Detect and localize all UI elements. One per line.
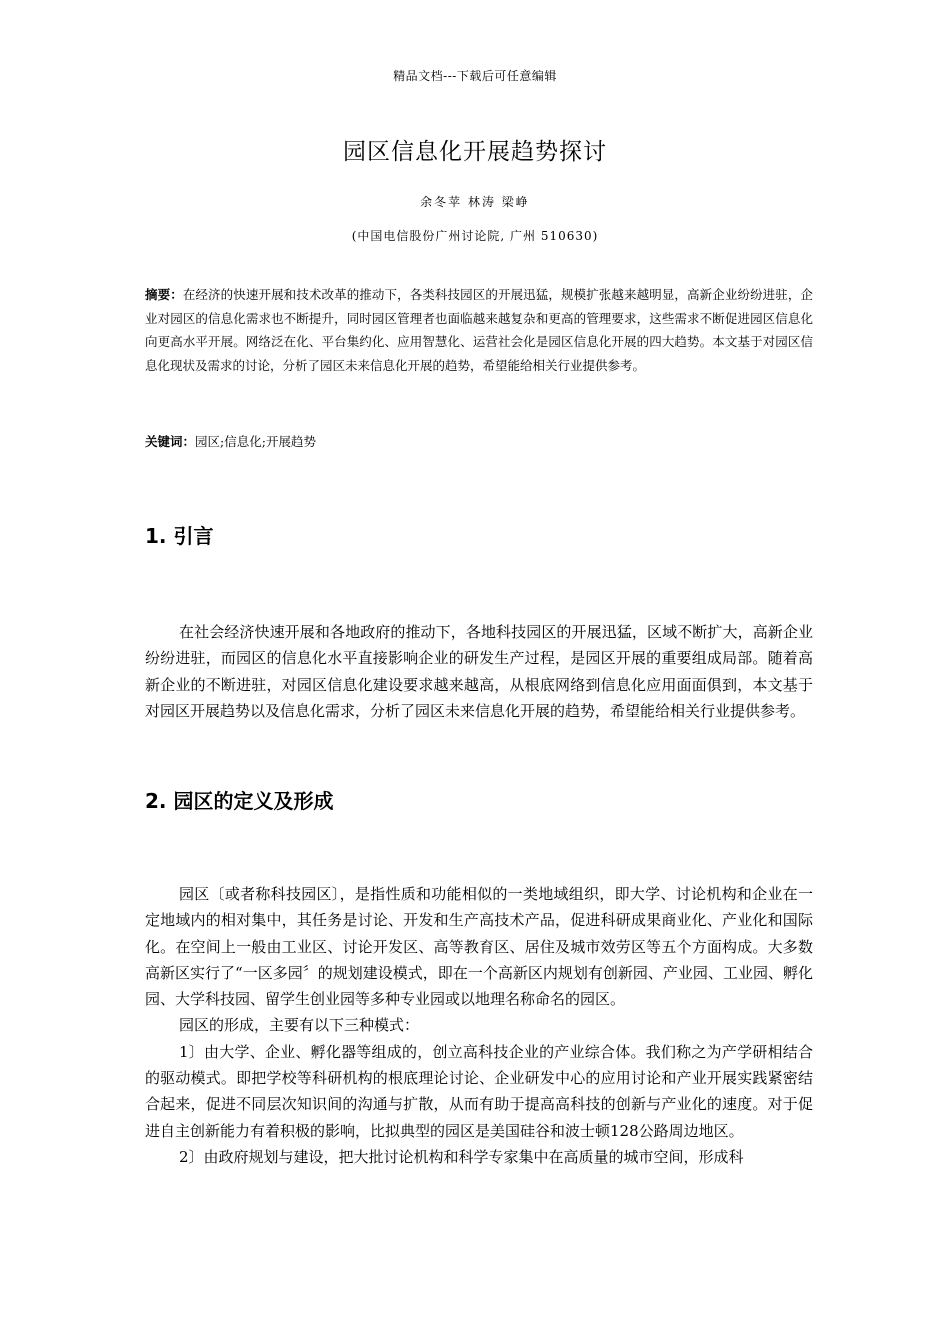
section-heading-definition: 2. 园区的定义及形成 xyxy=(145,789,334,813)
affiliation: (中国电信股份广州讨论院, 广州 510630) xyxy=(351,229,599,243)
paragraph: 园区的形成，主要有以下三种模式： xyxy=(179,1016,420,1035)
keywords-label: 关键词： xyxy=(145,434,196,449)
paragraph: 2〕由政府规划与建设，把大批讨论机构和科学专家集中在高质量的城市空间，形成科 xyxy=(179,1147,744,1166)
section-introduction-body xyxy=(145,619,813,724)
abstract-text: 在经济的快速开展和技术改革的推动下，各类科技园区的开展迅猛，规模扩张越来越明显，高新企业纷纷进驻，企业对园区的信息化需求也不断提升，同时园区管理者也面临越来越复杂和更高的管理要求，这些需求不断促进园区信息化向更高水平开展。网络泛在化、平台集约化、应用智慧化、运营社会化是园区信息化开展的四大趋势。本文基于对园区信息化现状及需求的讨论，分析了园区未来信息化开展的趋势，希望能给相关行业提供参考。 xyxy=(145,287,813,373)
keywords-text: 园区;信息化;开展趋势 xyxy=(195,434,316,449)
paragraph: 1〕由大学、企业、孵化器等组成的，创立高科技企业的产业综合体。我们称之为产学研相结合的驱动模式。即把学校等科研机构的根底理论讨论、企业研发中心的应用讨论和产业开展实践紧密结合起来，促进不同层次知识间的沟通与扩散，从而有助于提高高科技的创新与产业化的速度。对于促进自主创新能力有着积极的影响，比拟典型的园区是美国硅谷和波士顿128公路周边地区。 xyxy=(145,1042,813,1140)
page-title: 园区信息化开展趋势探讨 xyxy=(343,139,607,165)
abstract-label: 摘要： xyxy=(145,287,183,302)
paragraph: 园区〔或者称科技园区〕，是指性质和功能相似的一类地域组织，即大学、讨论机构和企业在一定地域内的相对集中，其任务是讨论、开发和生产高技术产品，促进科研成果商业化、产业化和国际化。在空间上一般由工业区、讨论开发区、高等教育区、居住及城市效劳区等五个方面构成。大多数高新区实行了“一区多园〞的规划建设模式，即在一个高新区内规划有创新园、产业园、工业园、孵化园、大学科技园、留学生创业园等多种专业园或以地理名称命名的园区。 xyxy=(145,885,813,1009)
abstract xyxy=(145,283,813,377)
header-note: 精品文档---下载后可任意编辑 xyxy=(393,69,557,83)
section-definition-body xyxy=(145,881,813,1170)
authors: 余冬苹 林涛 梁峥 xyxy=(420,195,530,209)
section-heading-introduction: 1. 引言 xyxy=(145,524,214,548)
paragraph: 在社会经济快速开展和各地政府的推动下，各地科技园区的开展迅猛，区域不断扩大，高新企业纷纷进驻，而园区的信息化水平直接影响企业的研发生产过程，是园区开展的重要组成局部。随着高新企业的不断进驻，对园区信息化建设要求越来越高，从根底网络到信息化应用面面俱到，本文基于对园区开展趋势以及信息化需求，分析了园区未来信息化开展的趋势，希望能给相关行业提供参考。 xyxy=(145,623,813,720)
keywords xyxy=(145,432,813,450)
